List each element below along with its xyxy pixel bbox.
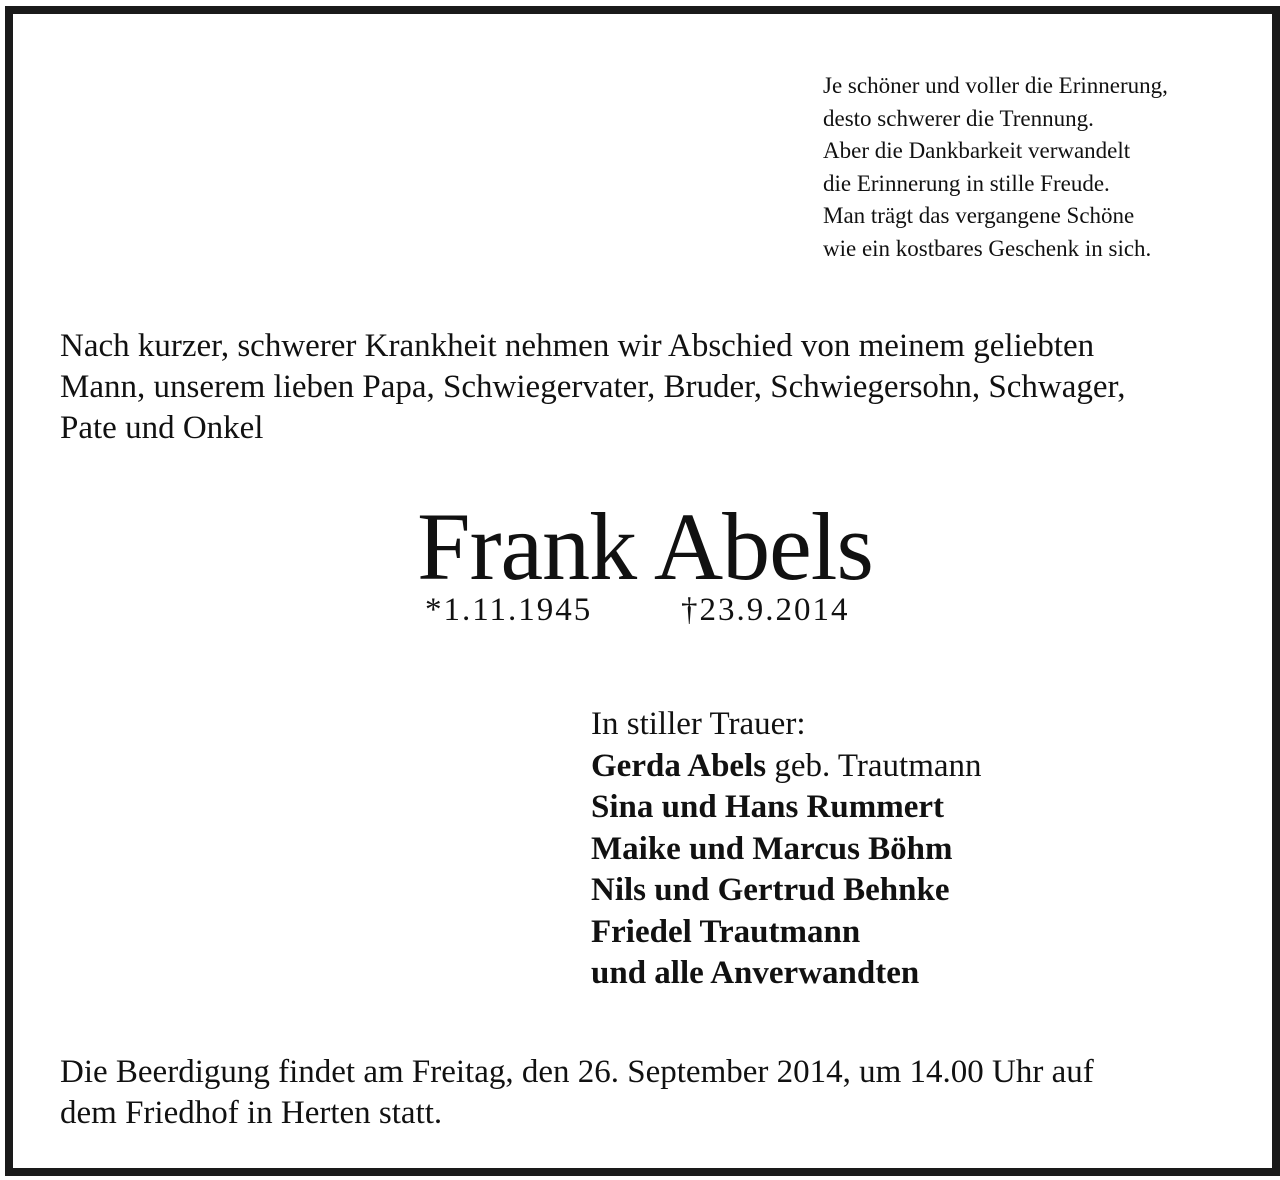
poem-line: Man trägt das vergangene Schöne	[823, 203, 1135, 228]
mourner-name: und alle Anverwandten	[591, 955, 920, 991]
mourners-heading: In stiller Trauer:	[591, 706, 806, 742]
mourner-name: Nils und Gertrud Behnke	[591, 872, 950, 908]
poem-line: die Erinnerung in stille Freude.	[823, 170, 1110, 196]
mourner-entry	[591, 787, 982, 829]
funeral-line: dem Friedhof in Herten statt.	[60, 1095, 443, 1131]
mourner-name: Maike und Marcus Böhm	[591, 830, 953, 867]
poem-line: Je schöner und voller die Erinnerung,	[823, 73, 1168, 98]
death-date: †23.9.2014	[681, 592, 850, 628]
poem-line: wie ein kostbares Geschenk in sich.	[823, 235, 1152, 261]
intro-line: Pate und Onkel	[60, 410, 264, 446]
mourner-entry	[591, 953, 982, 995]
mourner-name: Gerda Abels	[591, 747, 767, 784]
funeral-info	[60, 1052, 1240, 1134]
poem	[823, 70, 1263, 265]
mourner-entry	[591, 829, 982, 871]
mourner-entry	[591, 912, 982, 954]
intro-text	[60, 326, 1240, 449]
obituary-frame	[5, 6, 1280, 1176]
mourner-entry	[591, 870, 982, 912]
poem-line: desto schwerer die Trennung.	[823, 105, 1094, 131]
birth-date: *1.11.1945	[425, 592, 593, 628]
mourner-name: Friedel Trautmann	[591, 913, 861, 950]
intro-line: Nach kurzer, schwerer Krankheit nehmen wir Abschied von meinem geliebten	[60, 328, 1095, 364]
funeral-line: Die Beerdigung findet am Freitag, den 26. September 2014, um 14.00 Uhr auf	[60, 1054, 1094, 1090]
mourner-note: geb. Trautmann	[766, 747, 982, 784]
deceased-name: Frank Abels	[417, 493, 873, 600]
poem-line: Aber die Dankbarkeit verwandelt	[823, 138, 1131, 163]
intro-line: Mann, unserem lieben Papa, Schwiegervater, Bruder, Schwiegersohn, Schwager,	[60, 369, 1126, 405]
mourner-name: Sina und Hans Rummert	[591, 789, 944, 825]
mourners-block	[591, 704, 982, 995]
mourner-entry	[591, 746, 982, 788]
